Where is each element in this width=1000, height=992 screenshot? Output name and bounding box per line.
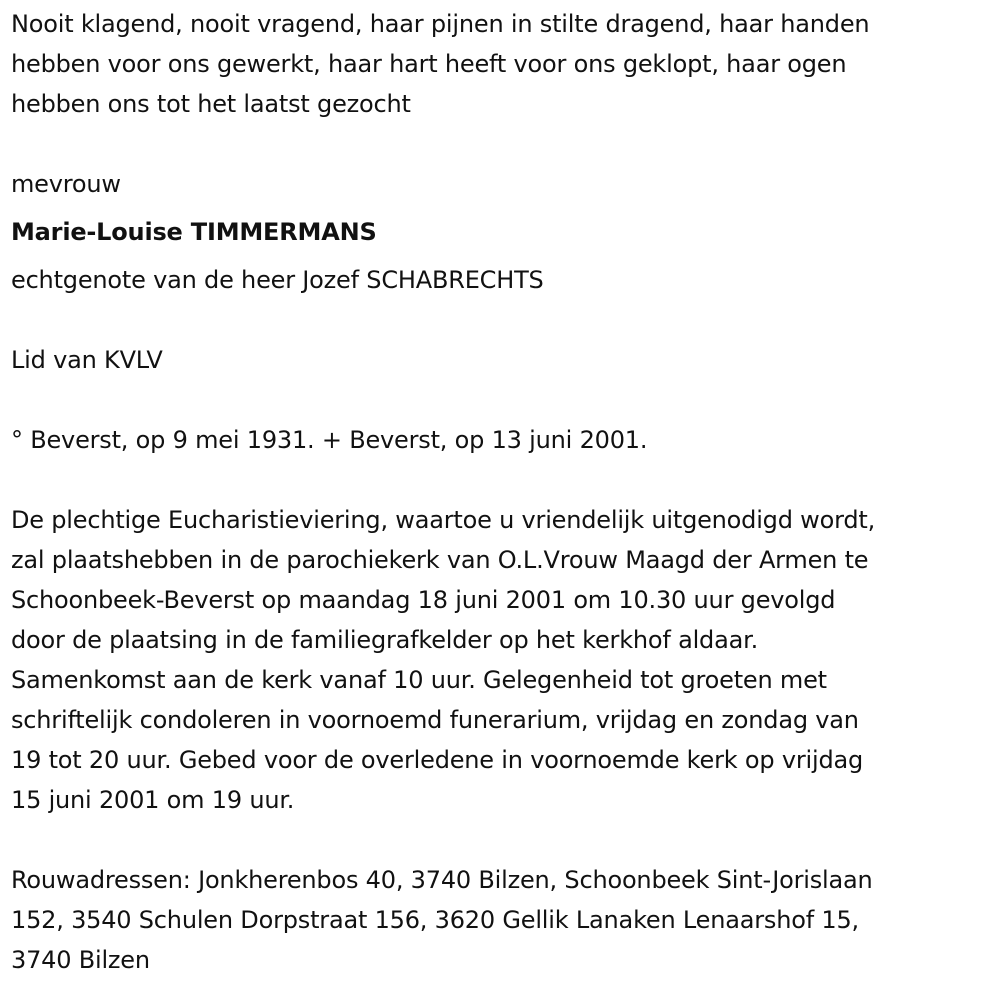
- ceremony-line: 19 tot 20 uur. Gebed voor de overledene in voornoemde kerk op vrijdag: [11, 746, 864, 774]
- poem-line: Nooit klagend, nooit vragend, haar pijnen in stilte dragend, haar handen: [11, 10, 870, 38]
- ceremony-line: zal plaatshebben in de parochiekerk van O.L.Vrouw Maagd der Armen te: [11, 546, 869, 574]
- spouse-line: echtgenote van de heer Jozef SCHABRECHTS: [11, 266, 544, 294]
- address-line: 3740 Bilzen: [11, 946, 150, 974]
- ceremony-line: door de plaatsing in de familiegrafkelder op het kerkhof aldaar.: [11, 626, 758, 654]
- address-line: Rouwadressen: Jonkherenbos 40, 3740 Bilzen, Schoonbeek Sint-Jorislaan: [11, 866, 873, 894]
- person-title: mevrouw: [11, 170, 121, 198]
- person-name: Marie-Louise TIMMERMANS: [11, 218, 377, 246]
- ceremony-line: schriftelijk condoleren in voornoemd funerarium, vrijdag en zondag van: [11, 706, 859, 734]
- ceremony-line: 15 juni 2001 om 19 uur.: [11, 786, 295, 814]
- membership-line: Lid van KVLV: [11, 346, 163, 374]
- address-line: 152, 3540 Schulen Dorpstraat 156, 3620 Gellik Lanaken Lenaarshof 15,: [11, 906, 859, 934]
- ceremony-line: Schoonbeek-Beverst op maandag 18 juni 2001 om 10.30 uur gevolgd: [11, 586, 836, 614]
- ceremony-line: De plechtige Eucharistieviering, waartoe u vriendelijk uitgenodigd wordt,: [11, 506, 876, 534]
- ceremony-line: Samenkomst aan de kerk vanaf 10 uur. Gelegenheid tot groeten met: [11, 666, 827, 694]
- poem-line: hebben ons tot het laatst gezocht: [11, 90, 411, 118]
- birth-death-dates: ° Beverst, op 9 mei 1931. + Beverst, op 13 juni 2001.: [11, 426, 648, 454]
- poem-line: hebben voor ons gewerkt, haar hart heeft voor ons geklopt, haar ogen: [11, 50, 847, 78]
